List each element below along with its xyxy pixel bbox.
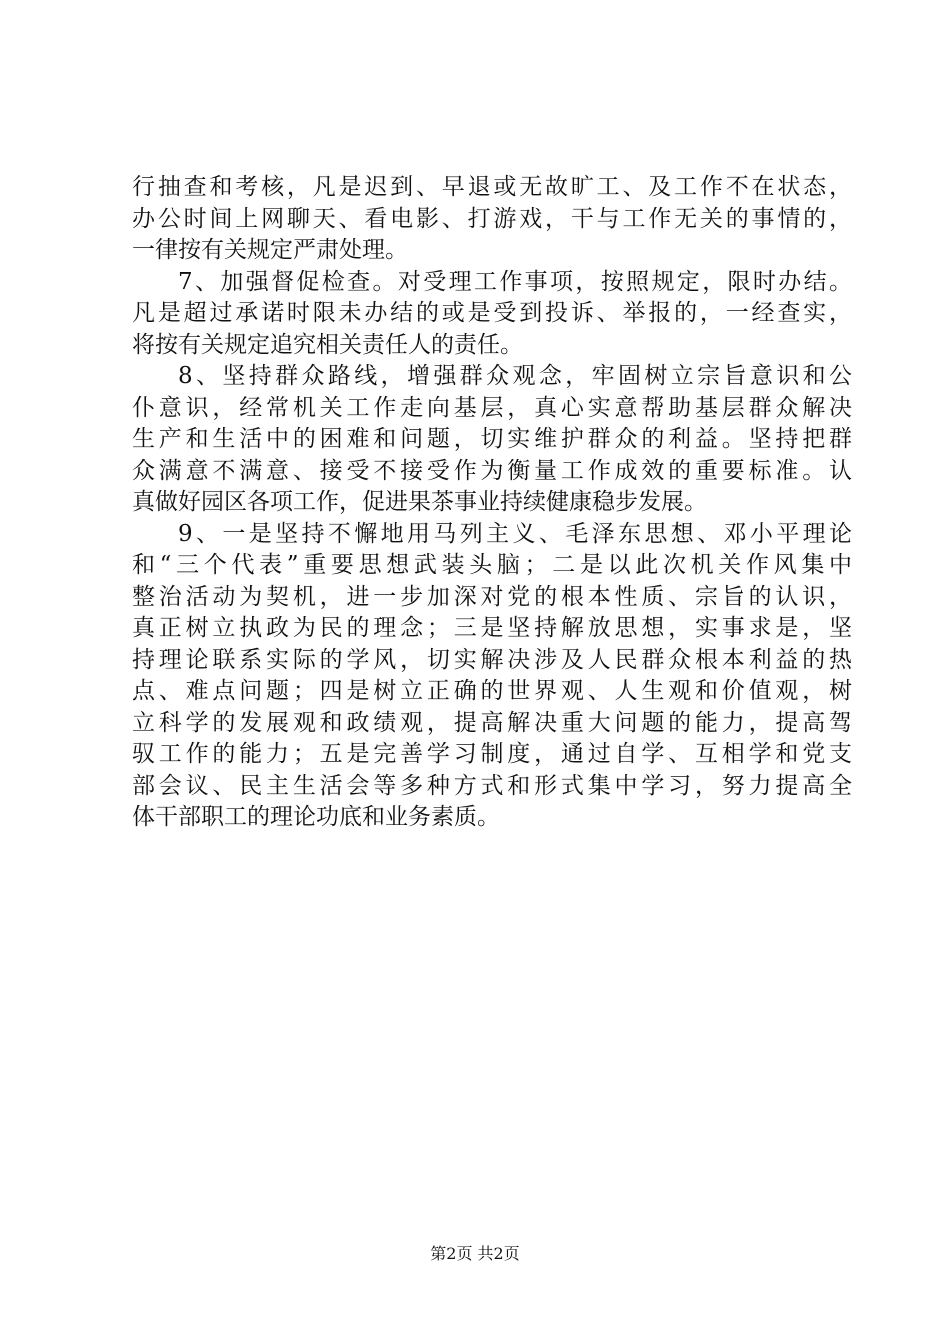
body-line: 体干部职工的理论功底和业务素质。 — [132, 804, 500, 830]
body-line: 真正树立执政为民的理念；三是坚持解放思想，实事求是，坚 — [132, 615, 852, 641]
body-line: 持理论联系实际的学风，切实解决涉及人民群众根本利益的热 — [132, 646, 852, 673]
page-number-label: 第2页 共2页 — [430, 1244, 520, 1263]
body-line: 凡是超过承诺时限未办结的或是受到投诉、举报的，一经查实， — [132, 300, 852, 326]
body-line: 生产和生活中的困难和问题，切实维护群众的利益。坚持把群 — [132, 426, 852, 452]
body-line: 立科学的发展观和政绩观，提高解决重大问题的能力，提高驾 — [132, 709, 852, 736]
body-line: 一律按有关规定严肃处理。 — [132, 237, 408, 263]
item-8-first-line: 8、坚持群众路线，增强群众观念，牢固树立宗旨意识和公 — [178, 363, 852, 389]
body-line: 部会议、民主生活会等多种方式和形式集中学习，努力提高全 — [132, 772, 852, 799]
body-line: 仆意识，经常机关工作走向基层，真心实意帮助基层群众解决 — [132, 394, 852, 421]
body-line: 办公时间上网聊天、看电影、打游戏，干与工作无关的事情的， — [132, 205, 852, 232]
body-line: 驭工作的能力；五是完善学习制度，通过自学、互相学和党支 — [132, 741, 852, 767]
body-line: 点、难点问题；四是树立正确的世界观、人生观和价值观，树 — [132, 678, 852, 704]
body-line: 众满意不满意、接受不接受作为衡量工作成效的重要标准。认 — [132, 457, 852, 484]
page-footer — [0, 1243, 950, 1265]
body-line: 和“三个代表”重要思想武装头脑；二是以此次机关作风集中 — [132, 552, 852, 578]
item-9-first-line: 9、一是坚持不懈地用马列主义、毛泽东思想、邓小平理论 — [178, 520, 852, 547]
body-line: 行抽查和考核，凡是迟到、早退或无故旷工、及工作不在状态， — [132, 174, 852, 200]
item-7-first-line: 7、加强督促检查。对受理工作事项，按照规定，限时办结。 — [178, 268, 852, 295]
body-line: 真做好园区各项工作，促进果茶事业持续健康稳步发展。 — [132, 489, 707, 515]
document-body — [132, 172, 852, 834]
body-line: 将按有关规定追究相关责任人的责任。 — [132, 331, 523, 358]
body-line: 整治活动为契机，进一步加深对党的根本性质、宗旨的认识， — [132, 583, 852, 610]
